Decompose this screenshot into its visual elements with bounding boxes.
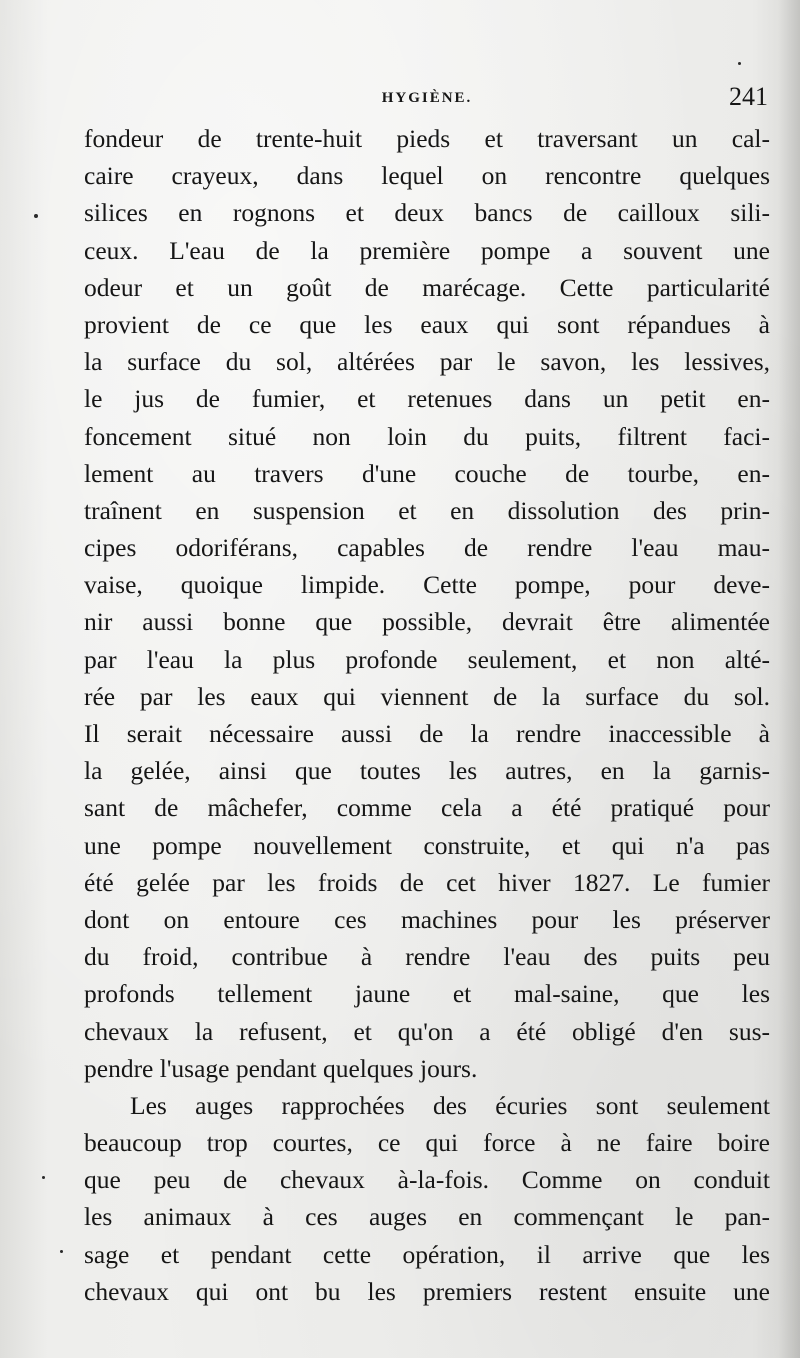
text-line: la gelée, ainsi que toutes les autres, en la garnis- — [84, 756, 770, 786]
text-line: chevaux qui ont bu les premiers restent ensuite une — [84, 1276, 770, 1306]
text-line: cipes odoriférans, capables de rendre l'eau mau- — [84, 533, 770, 563]
text-line: Les auges rapprochées des écuries sont seulement — [130, 1090, 770, 1120]
text-line: lement au travers d'une couche de tourbe, en- — [84, 458, 770, 488]
text-line: caire crayeux, dans lequel on rencontre quelques — [84, 161, 770, 191]
text-line: chevaux la refusent, et qu'on a été obligé d'en sus- — [84, 1016, 770, 1046]
paragraph-2 — [84, 1087, 770, 1310]
text-line: silices en rognons et deux bancs de cailloux sili- — [84, 198, 770, 228]
text-line: par l'eau la plus profonde seulement, et non alté- — [84, 644, 770, 674]
text-line: une pompe nouvellement construite, et qui n'a pas — [84, 830, 770, 860]
text-line: Il serait nécessaire aussi de la rendre inaccessible à — [84, 719, 770, 748]
text-line: du froid, contribue à rendre l'eau des puits peu — [84, 942, 770, 972]
text-line: ceux. L'eau de la première pompe a souvent une — [84, 235, 770, 265]
paragraph-1 — [84, 120, 770, 1087]
text-line: provient de ce que les eaux qui sont répandues à — [84, 309, 770, 339]
text-line: rée par les eaux qui viennent de la surface du sol. — [84, 681, 770, 711]
text-line: profonds tellement jaune et mal-saine, que les — [84, 979, 770, 1009]
text-line: odeur et un goût de marécage. Cette particularité — [84, 272, 770, 302]
page-edge-shadow — [778, 0, 800, 1358]
text-line: été gelée par les froids de cet hiver 1827. Le fumier — [84, 867, 770, 897]
ink-speck — [738, 62, 741, 65]
text-line: le jus de fumier, et retenues dans un petit en- — [84, 384, 770, 414]
text-line: traînent en suspension et en dissolution des prin- — [84, 495, 770, 525]
page-header — [86, 84, 768, 118]
text-line: vaise, quoique limpide. Cette pompe, pour deve- — [84, 570, 770, 600]
text-line: dont on entoure ces machines pour les préserver — [84, 904, 770, 934]
text-line: sage et pendant cette opération, il arrive que les — [84, 1239, 770, 1269]
ink-speck — [60, 1250, 63, 1253]
page-number: 241 — [729, 82, 768, 111]
ink-speck — [42, 1176, 45, 1179]
text-line: nir aussi bonne que possible, devrait être alimentée — [84, 607, 770, 637]
running-head: HYGIÈNE. — [381, 90, 473, 106]
text-line: les animaux à ces auges en commençant le pan- — [84, 1202, 770, 1232]
text-line: sant de mâchefer, comme cela a été pratiqué pour — [84, 793, 770, 823]
body-text — [84, 120, 770, 1310]
text-line: que peu de chevaux à-la-fois. Comme on conduit — [84, 1165, 770, 1195]
text-line: beaucoup trop courtes, ce qui force à ne faire boire — [84, 1128, 770, 1158]
text-line: pendre l'usage pendant quelques jours. — [84, 1053, 478, 1083]
text-line: la surface du sol, altérées par le savon, les lessives, — [84, 347, 770, 377]
text-line: fondeur de trente-huit pieds et traversant un cal- — [84, 124, 770, 153]
ink-speck — [34, 214, 38, 218]
text-line: foncement situé non loin du puits, filtrent faci- — [84, 421, 770, 451]
